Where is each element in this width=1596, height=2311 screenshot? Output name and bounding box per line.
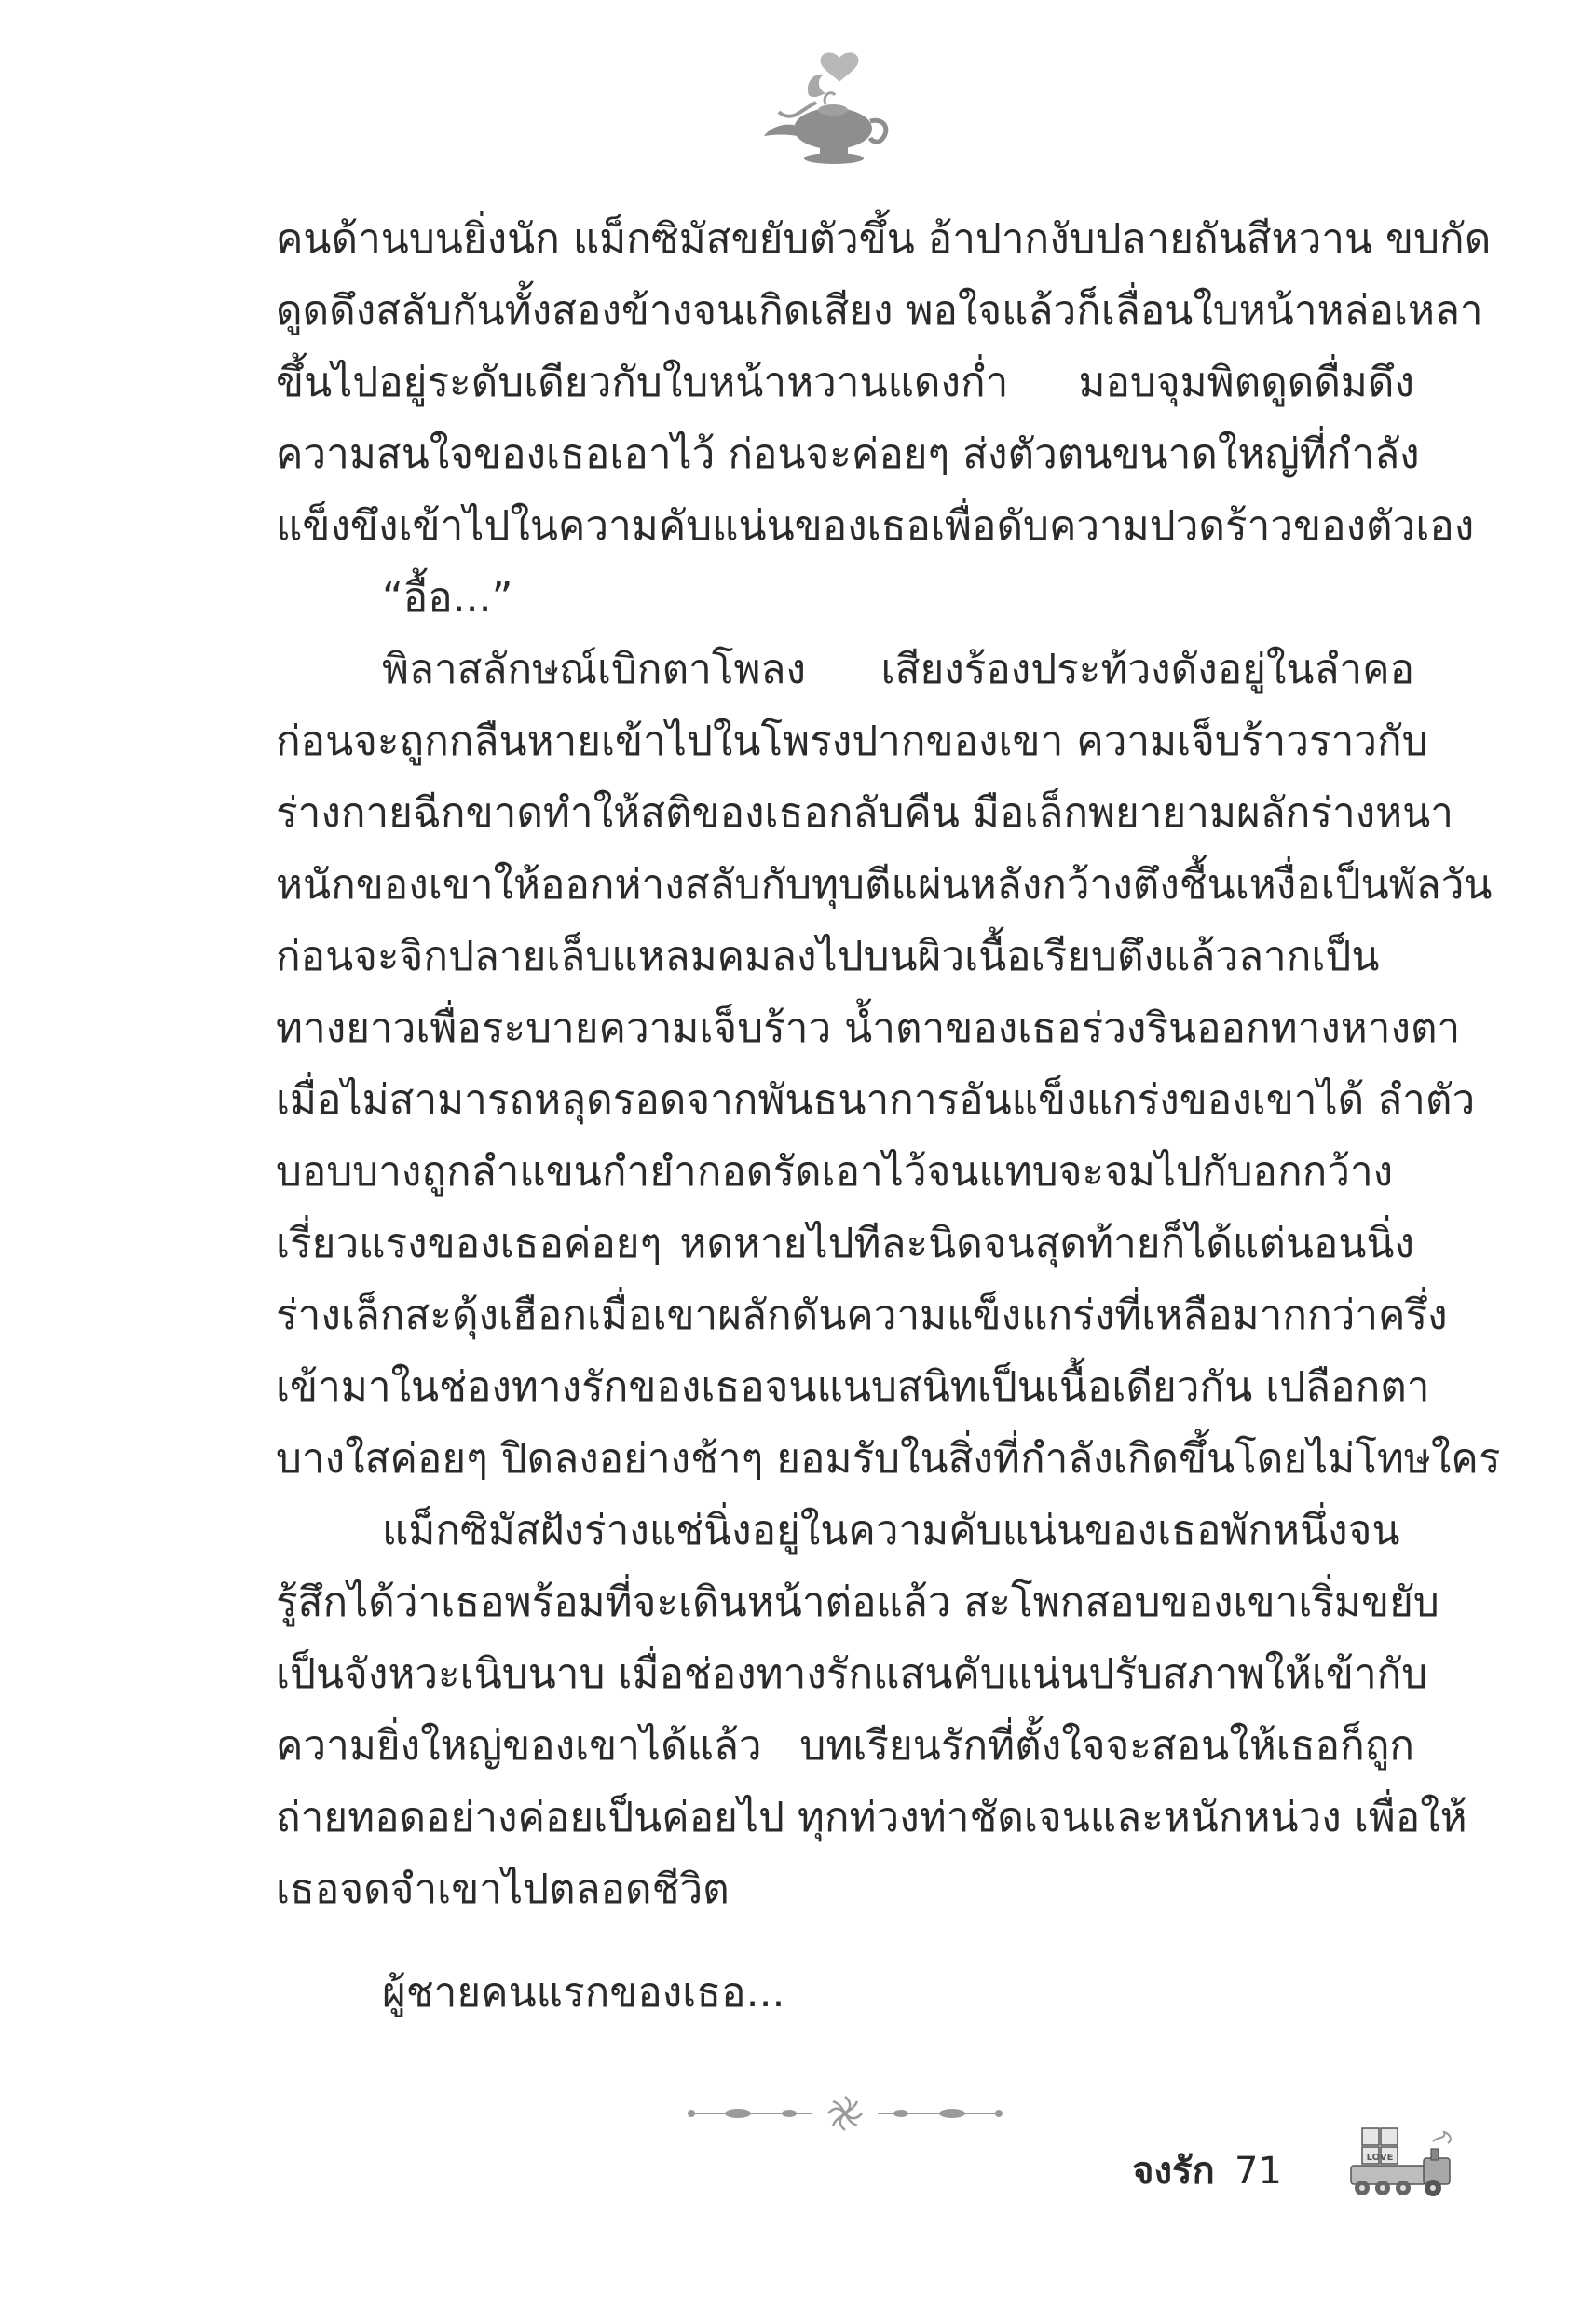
text-line: ก่อนจะถูกกลืนหายเข้าไปในโพรงปากของเขา ความเจ็บร้าวราวกับ — [276, 718, 1428, 765]
text-line: คนด้านบนยิ่งนัก แม็กซิมัสขยับตัวขึ้น อ้าปากงับปลายถันสีหวาน ขบกัด — [276, 215, 1492, 263]
text-line: หนักของเขาให้ออกห่างสลับกับทุบตีแผ่นหลังกว้างตึงชื้นเหงื่อเป็นพัลวัน — [276, 861, 1493, 909]
text-line: เรี่ยวแรงของเธอค่อยๆ หดหายไปทีละนิดจนสุดท้ายก็ได้แต่นอนนิ่ง — [276, 1220, 1414, 1267]
paragraph-start-line: แม็กซิมัสฝังร่างแช่นิ่งอยู่ในความคับแน่นของเธอพักหนึ่งจน — [382, 1507, 1400, 1554]
body-text — [276, 203, 1501, 2029]
text-line: เมื่อไม่สามารถหลุดรอดจากพันธนาการอันแข็งแกร่งของเขาได้ ลำตัว — [276, 1076, 1476, 1124]
text-line: ขึ้นไปอยู่ระดับเดียวกับใบหน้าหวานแดงก่ำ มอบจุมพิตดูดดื่มดึง — [276, 359, 1414, 406]
text-line: ร่างเล็กสะดุ้งเฮือกเมื่อเขาผลักดันความแข็งแกร่งที่เหลือมากกว่าครึ่ง — [276, 1292, 1448, 1339]
text-line: ถ่ายทอดอย่างค่อยเป็นค่อยไป ทุกท่วงท่าชัดเจนและหนักหน่วง เพื่อให้ — [276, 1794, 1467, 1841]
text-line: ดูดดึงสลับกันทั้งสองข้างจนเกิดเสียง พอใจแล้วก็เลื่อนใบหน้าหล่อเหลา — [276, 287, 1483, 335]
magic-lamp-heart-icon — [751, 47, 900, 172]
text-line: บางใสค่อยๆ ปิดลงอย่างช้าๆ ยอมรับในสิ่งที่กำลังเกิดขึ้นโดยไม่โทษใคร — [276, 1435, 1501, 1483]
book-title: จงรัก — [1132, 2150, 1215, 2193]
toy-train-blocks-icon — [1342, 2121, 1463, 2205]
text-line: แข็งขึงเข้าไปในความคับแน่นของเธอเพื่อดับความปวดร้าวของตัวเอง — [276, 502, 1475, 550]
text-line: รู้สึกได้ว่าเธอพร้อมที่จะเดินหน้าต่อแล้ว สะโพกสอบของเขาเริ่มขยับ — [276, 1579, 1439, 1626]
blank-line — [276, 1925, 1414, 1957]
text-line: เป็นจังหวะเนิบนาบ เมื่อช่องทางรักแสนคับแน่นปรับสภาพให้เข้ากับ — [276, 1650, 1428, 1698]
text-line: ก่อนจะจิกปลายเล็บแหลมคมลงไปบนผิวเนื้อเรียบตึงแล้วลากเป็น — [276, 933, 1380, 980]
text-line: เข้ามาในช่องทางรักของเธอจนแนบสนิทเป็นเนื้อเดียวกัน เปลือกตา — [276, 1363, 1430, 1411]
flourish-divider-icon — [682, 2085, 1008, 2141]
text-line: เธอจดจำเขาไปตลอดชีวิต — [276, 1866, 730, 1913]
text-line: ร่างกายฉีกขาดทำให้สติของเธอกลับคืน มือเล็กพยายามผลักร่างหนา — [276, 789, 1453, 837]
paragraph-start-line: พิลาสลักษณ์เบิกตาโพลง เสียงร้องประท้วงดังอยู่ในลำคอ — [382, 646, 1414, 693]
closing-line: ผู้ชายคนแรกของเธอ... — [382, 1969, 785, 2017]
text-line: ความยิ่งใหญ่ของเขาได้แล้ว บทเรียนรักที่ตั้งใจจะสอนให้เธอก็ถูก — [276, 1722, 1414, 1770]
page-number: 71 — [1235, 2150, 1282, 2193]
text-line: ความสนใจของเธอเอาไว้ ก่อนจะค่อยๆ ส่งตัวตนขนาดใหญ่ที่กำลัง — [276, 431, 1420, 478]
text-line: ทางยาวเพื่อระบายความเจ็บร้าว น้ำตาของเธอร่วงรินออกทางหางตา — [276, 1005, 1461, 1052]
logo-text: LOVE — [1366, 2153, 1394, 2163]
dialogue-line: “อื้อ...” — [382, 574, 513, 622]
text-line: บอบบางถูกลำแขนกำยำกอดรัดเอาไว้จนแทบจะจมไปกับอกกว้าง — [276, 1148, 1394, 1196]
